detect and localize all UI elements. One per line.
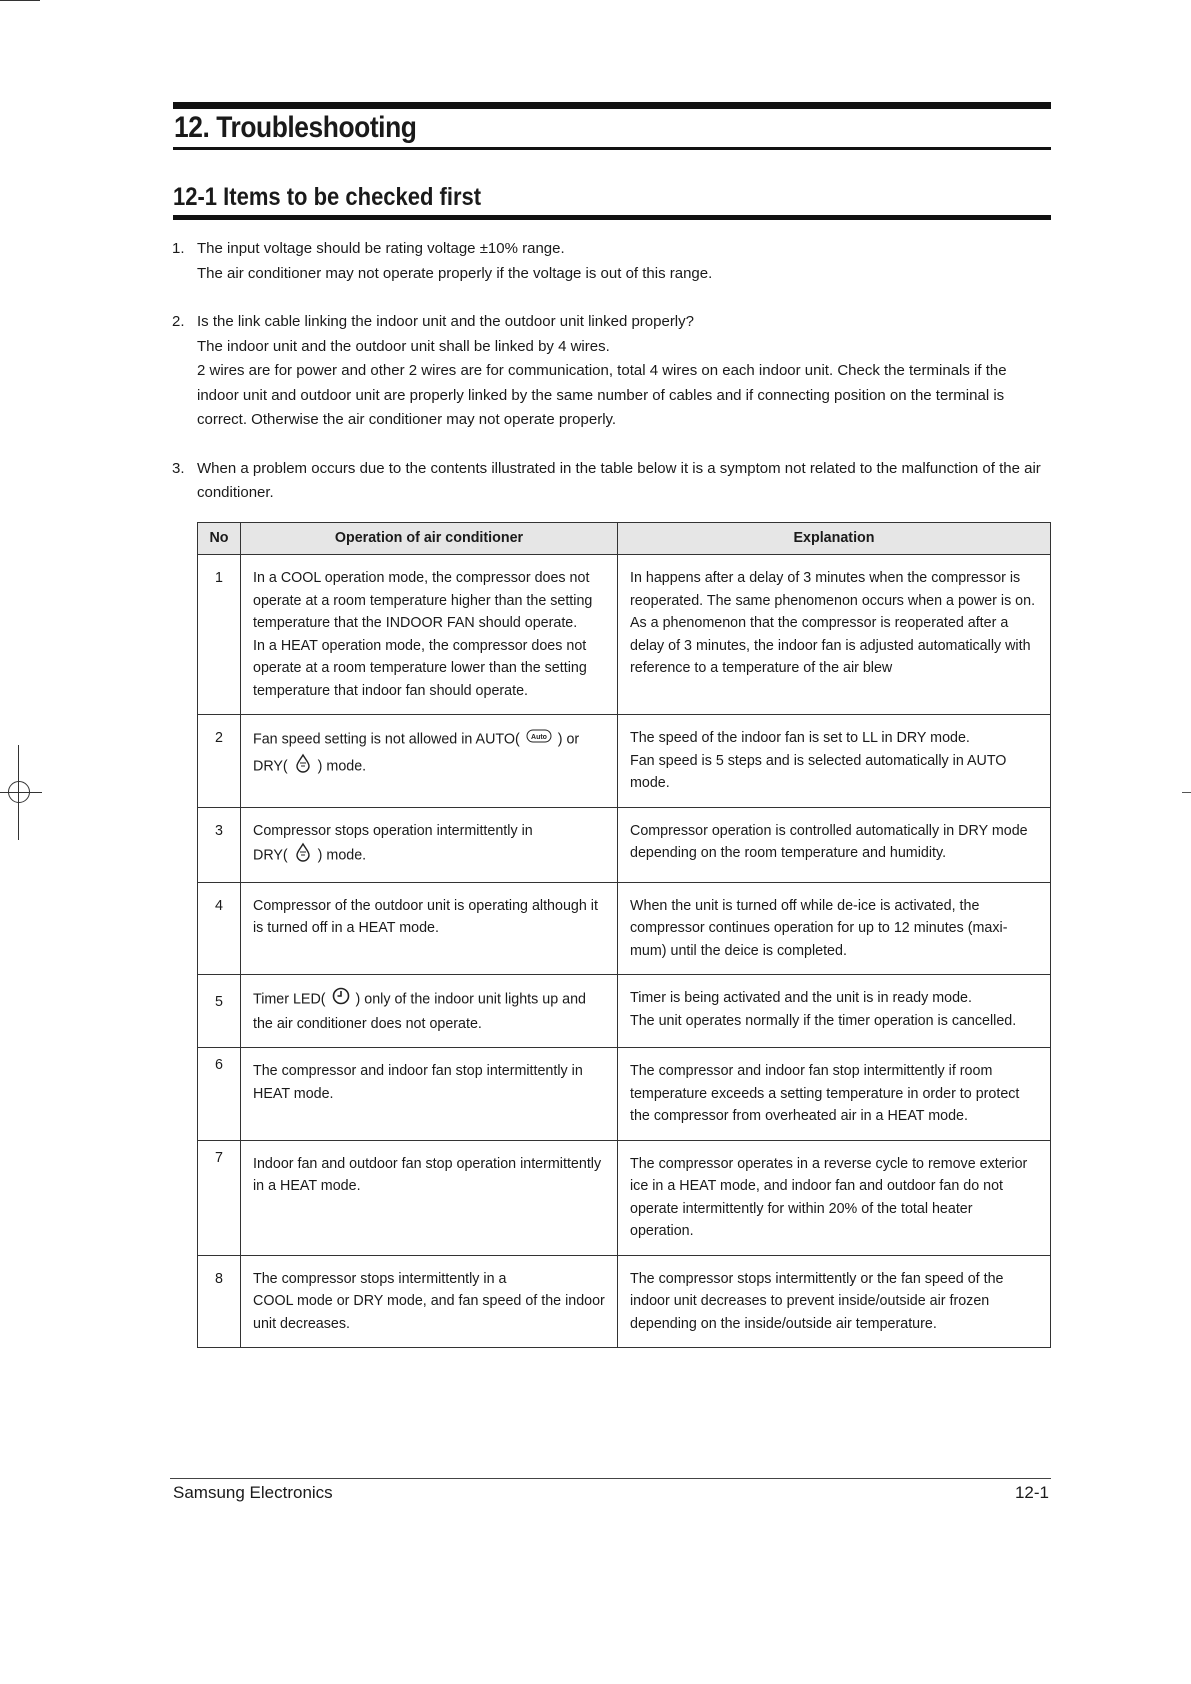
page-number: 12-1	[1014, 1483, 1049, 1502]
explanation-text: The unit operates normally if the timer operation is cancelled.	[630, 1012, 1017, 1029]
explanation-cell	[618, 882, 1051, 975]
table-row	[198, 882, 1051, 975]
section-title: 12-1 Items to be checked first	[173, 183, 482, 211]
table-row	[198, 715, 1051, 808]
timer-icon	[332, 987, 350, 1013]
checklist-item	[172, 237, 1052, 286]
operation-text: ) mode.	[317, 758, 367, 775]
operation-text: COOL mode or DRY mode, and fan speed of the indoor unit decreases.	[253, 1293, 605, 1332]
section-rule	[173, 215, 1051, 220]
operation-text: The compressor and indoor fan stop intermittently in HEAT mode.	[253, 1063, 583, 1102]
table-row	[198, 555, 1051, 715]
operation-cell	[241, 1255, 618, 1348]
crop-mark	[1182, 792, 1191, 793]
item-text: The indoor unit and the outdoor unit shall be linked by 4 wires.	[197, 337, 610, 355]
operation-text: Indoor fan and outdoor fan stop operation intermittently in a HEAT mode.	[253, 1155, 602, 1194]
operation-text: In a HEAT operation mode, the compressor does not operate at a room temperature lower than the setting temperature that indoor fan should operate.	[253, 637, 587, 699]
checklist-item	[172, 457, 1052, 506]
operation-text: DRY(	[253, 758, 288, 775]
explanation-text: Compressor operation is controlled automatically in DRY mode depending on the room temperature and humidity.	[630, 822, 1028, 861]
footer-rule	[170, 1478, 1051, 1479]
crop-mark	[0, 0, 40, 1]
operation-text: ) mode.	[317, 847, 367, 864]
row-number: 1	[198, 555, 241, 715]
table-row	[198, 1140, 1051, 1255]
table-row	[198, 807, 1051, 882]
row-number: 7	[198, 1140, 241, 1255]
explanation-text: Fan speed is 5 steps and is selected automatically in AUTO mode.	[630, 752, 1007, 791]
item-number: 3.	[172, 459, 185, 477]
auto-icon-label: Auto	[530, 734, 547, 741]
item-text: The input voltage should be rating voltage ±10% range.	[197, 240, 565, 257]
operation-cell	[241, 882, 618, 975]
explanation-text: In happens after a delay of 3 minutes when the compressor is reoperated. The same phenomenon occurs when a power is on.	[630, 570, 1036, 609]
explanation-cell	[618, 1048, 1051, 1141]
header-no: No	[198, 523, 241, 555]
explanation-cell	[618, 715, 1051, 808]
item-number: 2.	[172, 313, 185, 330]
row-number: 3	[198, 807, 241, 882]
operation-text: DRY(	[253, 847, 288, 864]
dry-mode-icon	[294, 842, 312, 870]
table-row	[198, 1048, 1051, 1141]
table-row	[198, 975, 1051, 1048]
operation-text: ) or	[557, 731, 580, 748]
operation-cell	[241, 807, 618, 882]
table-header-row	[198, 523, 1051, 555]
item-text: The air conditioner may not operate properly if the voltage is out of this range.	[197, 264, 713, 282]
explanation-text: The speed of the indoor fan is set to LL in DRY mode.	[630, 730, 970, 746]
operation-text: Fan speed setting is not allowed in AUTO(	[253, 731, 520, 748]
chapter-bar	[173, 102, 1051, 109]
explanation-cell	[618, 1140, 1051, 1255]
operation-text: The compressor stops intermittently in a	[253, 1270, 507, 1287]
item-number: 1.	[172, 240, 185, 257]
auto-mode-icon	[526, 727, 552, 753]
symptom-table	[197, 522, 1051, 1348]
row-number: 2	[198, 715, 241, 808]
row-number: 4	[198, 882, 241, 975]
operation-text: Timer LED(	[253, 991, 326, 1008]
item-text: When a problem occurs due to the contents illustrated in the table below it is a symptom not related to the malfunction of the air conditioner.	[197, 459, 1041, 501]
row-number: 6	[198, 1048, 241, 1141]
explanation-text: The compressor and indoor fan stop intermittently if room temperature exceeds a setting temperature in order to protect the compressor from overheated air in a HEAT mode.	[630, 1063, 1020, 1124]
table-row	[198, 1255, 1051, 1348]
item-text: 2 wires are for power and other 2 wires are for communication, total 4 wires on each indoor unit. Check the terminals if the indoor unit and outdoor unit are properly linked by the same number of cables and if connecting position on the terminal is correct. Otherwise the air conditioner may not operate properly.	[197, 362, 1007, 428]
explanation-cell	[618, 555, 1051, 715]
operation-cell	[241, 975, 618, 1048]
explanation-cell	[618, 975, 1051, 1048]
explanation-text: When the unit is turned off while de-ice is activated, the compressor continues operation for up to 12 minutes (maxi-mum) until the deice is completed.	[630, 897, 1008, 959]
footer-company: Samsung Electronics	[173, 1483, 333, 1502]
explanation-text: Timer is being activated and the unit is in ready mode.	[630, 990, 972, 1006]
explanation-cell	[618, 807, 1051, 882]
chapter-rule	[173, 147, 1051, 150]
operation-text: ) only of the indoor unit lights up and the air conditioner does not operate.	[253, 991, 587, 1032]
explanation-text: The compressor stops intermittently or the fan speed of the indoor unit decreases to prevent inside/outside air frozen depending on the inside/outside air temperature.	[630, 1270, 1004, 1332]
checklist-item	[172, 310, 1052, 433]
operation-text: In a COOL operation mode, the compressor does not operate at a room temperature higher than the setting temperature that the INDOOR FAN should operate.	[253, 570, 593, 631]
row-number: 8	[198, 1255, 241, 1348]
explanation-cell	[618, 1255, 1051, 1348]
operation-cell	[241, 555, 618, 715]
operation-cell	[241, 715, 618, 808]
explanation-text: As a phenomenon that the compressor is reoperated after a delay of 3 minutes, the indoor fan is adjusted automatically with reference to a temperature of the air blew	[630, 615, 1031, 676]
operation-text: Compressor of the outdoor unit is operating although it is turned off in a HEAT mode.	[253, 897, 598, 936]
operation-cell	[241, 1048, 618, 1141]
checklist	[172, 237, 1052, 530]
item-text: Is the link cable linking the indoor unit and the outdoor unit linked properly?	[197, 313, 694, 330]
explanation-text: The compressor operates in a reverse cycle to remove exterior ice in a HEAT mode, and indoor fan and outdoor fan do not operate intermittently for within 20% of the total heater operation.	[630, 1155, 1028, 1239]
registration-mark	[8, 781, 30, 803]
operation-cell	[241, 1140, 618, 1255]
chapter-title: 12. Troubleshooting	[174, 111, 417, 144]
operation-text: Compressor stops operation intermittently in	[253, 822, 533, 839]
header-operation: Operation of air conditioner	[241, 523, 618, 555]
dry-mode-icon	[294, 753, 312, 781]
header-explanation: Explanation	[618, 523, 1051, 555]
row-number: 5	[198, 975, 241, 1048]
